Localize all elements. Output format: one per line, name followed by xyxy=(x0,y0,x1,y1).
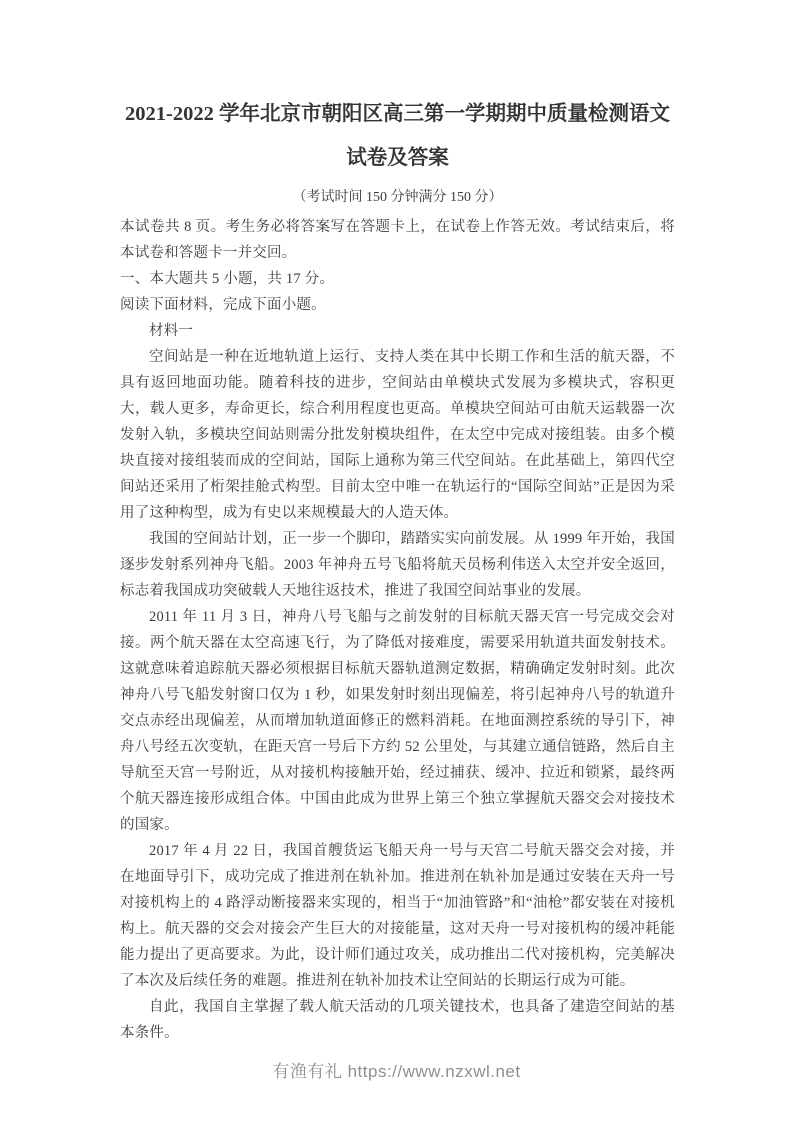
material-paragraph-2017-refueling: 2017 年 4 月 22 日，我国首艘货运飞船天舟一号与天宫二号航天器交会对接，并在地面导引下，成功完成了推进剂在轨补加。推进剂在轨补加是通过安装在天舟一号对接机构上的 4 路浮动断接器来实现的，相当于“加油管路”和“油枪”都安装在对接机构上。航天器的交会对接会产生巨大的对接能量，这对天舟一号对接机构的缓冲耗能能力提出了更高要求。为此，设计师们通过攻关，成功推出二代对接机构，完美解决了本次及后续任务的难题。推进剂在轨补加技术让空间站的长期运行成为可能。 xyxy=(120,843,675,989)
material-paragraph-space-station: 空间站是一种在近地轨道上运行、支持人类在其中长期工作和生活的航天器，不具有返回地面功能。随着科技的进步，空间站由单模块式发展为多模块式，容积更大，载人更多，寿命更长，综合利用程度也更高。单模块空间站可由航天运载器一次发射入轨，多模块空间站则需分批发射模块组件，在太空中完成对接组装。由多个模块直接对接组装而成的空间站，国际上通称为第三代空间站。在此基础上，第四代空间站还采用了桁架挂舱式构型。目前太空中唯一在轨运行的“国际空间站”正是因为采用了这种构型，成为有史以来规模最大的人造天体。 xyxy=(120,349,675,521)
exam-time-info: （考试时间 150 分钟满分 150 分） xyxy=(292,190,503,205)
section-one-heading: 一、本大题共 5 小题，共 17 分。 xyxy=(120,271,335,287)
material-paragraph-shenzhou-program: 我国的空间站计划，正一步一个脚印，踏踏实实向前发展。从 1999 年开始，我国逐步发射系列神舟飞船。2003 年神舟五号飞船将航天员杨利伟送入太空并安全返回，标志着我国成功突破载人天地往返技术，推进了我国空间站事业的发展。 xyxy=(120,531,675,599)
watermark-text: 有渔有礼 https://www.nzxwl.net xyxy=(272,1062,521,1081)
material-one-label: 材料一 xyxy=(149,323,194,339)
material-paragraph-conclusion: 自此，我国自主掌握了载人航天活动的几项关键技术，也具备了建造空间站的基本条件。 xyxy=(120,999,675,1041)
material-paragraph-2011-docking: 2011 年 11 月 3 日，神舟八号飞船与之前发射的目标航天器天宫一号完成交会对接。两个航天器在太空高速飞行，为了降低对接难度，需要采用轨道共面发射技术。这就意味着追踪航天器必须根据目标航天器轨道测定数据，精确确定发射时刻。此次神舟八号飞船发射窗口仅为 1 秒，如果发射时刻出现偏差，将引起神舟八号的轨道升交点赤经出现偏差，从而增加轨道面修正的燃料消耗。在地面测控系统的导引下，神舟八号经五次变轨，在距天宫一号后下方约 52 公里处，与其建立通信链路，然后自主导航至天宫一号附近，从对接机构接触开始，经过捕获、缓冲、拉近和锁紧，最终两个航天器连接形成组合体。中国由此成为世界上第三个独立掌握航天器交会对接技术的国家。 xyxy=(120,609,675,833)
exam-notice-paragraph: 本试卷共 8 页。考生务必将答案写在答题卡上，在试卷上作答无效。考试结束后，将本试卷和答题卡一并交回。 xyxy=(120,219,675,261)
document-content xyxy=(120,92,675,1046)
page-title: 2021-2022 学年北京市朝阳区高三第一学期期中质量检测语文试卷及答案 xyxy=(125,103,670,169)
watermark-footer xyxy=(0,1060,793,1084)
reading-instruction: 阅读下面材料，完成下面小题。 xyxy=(120,297,326,313)
